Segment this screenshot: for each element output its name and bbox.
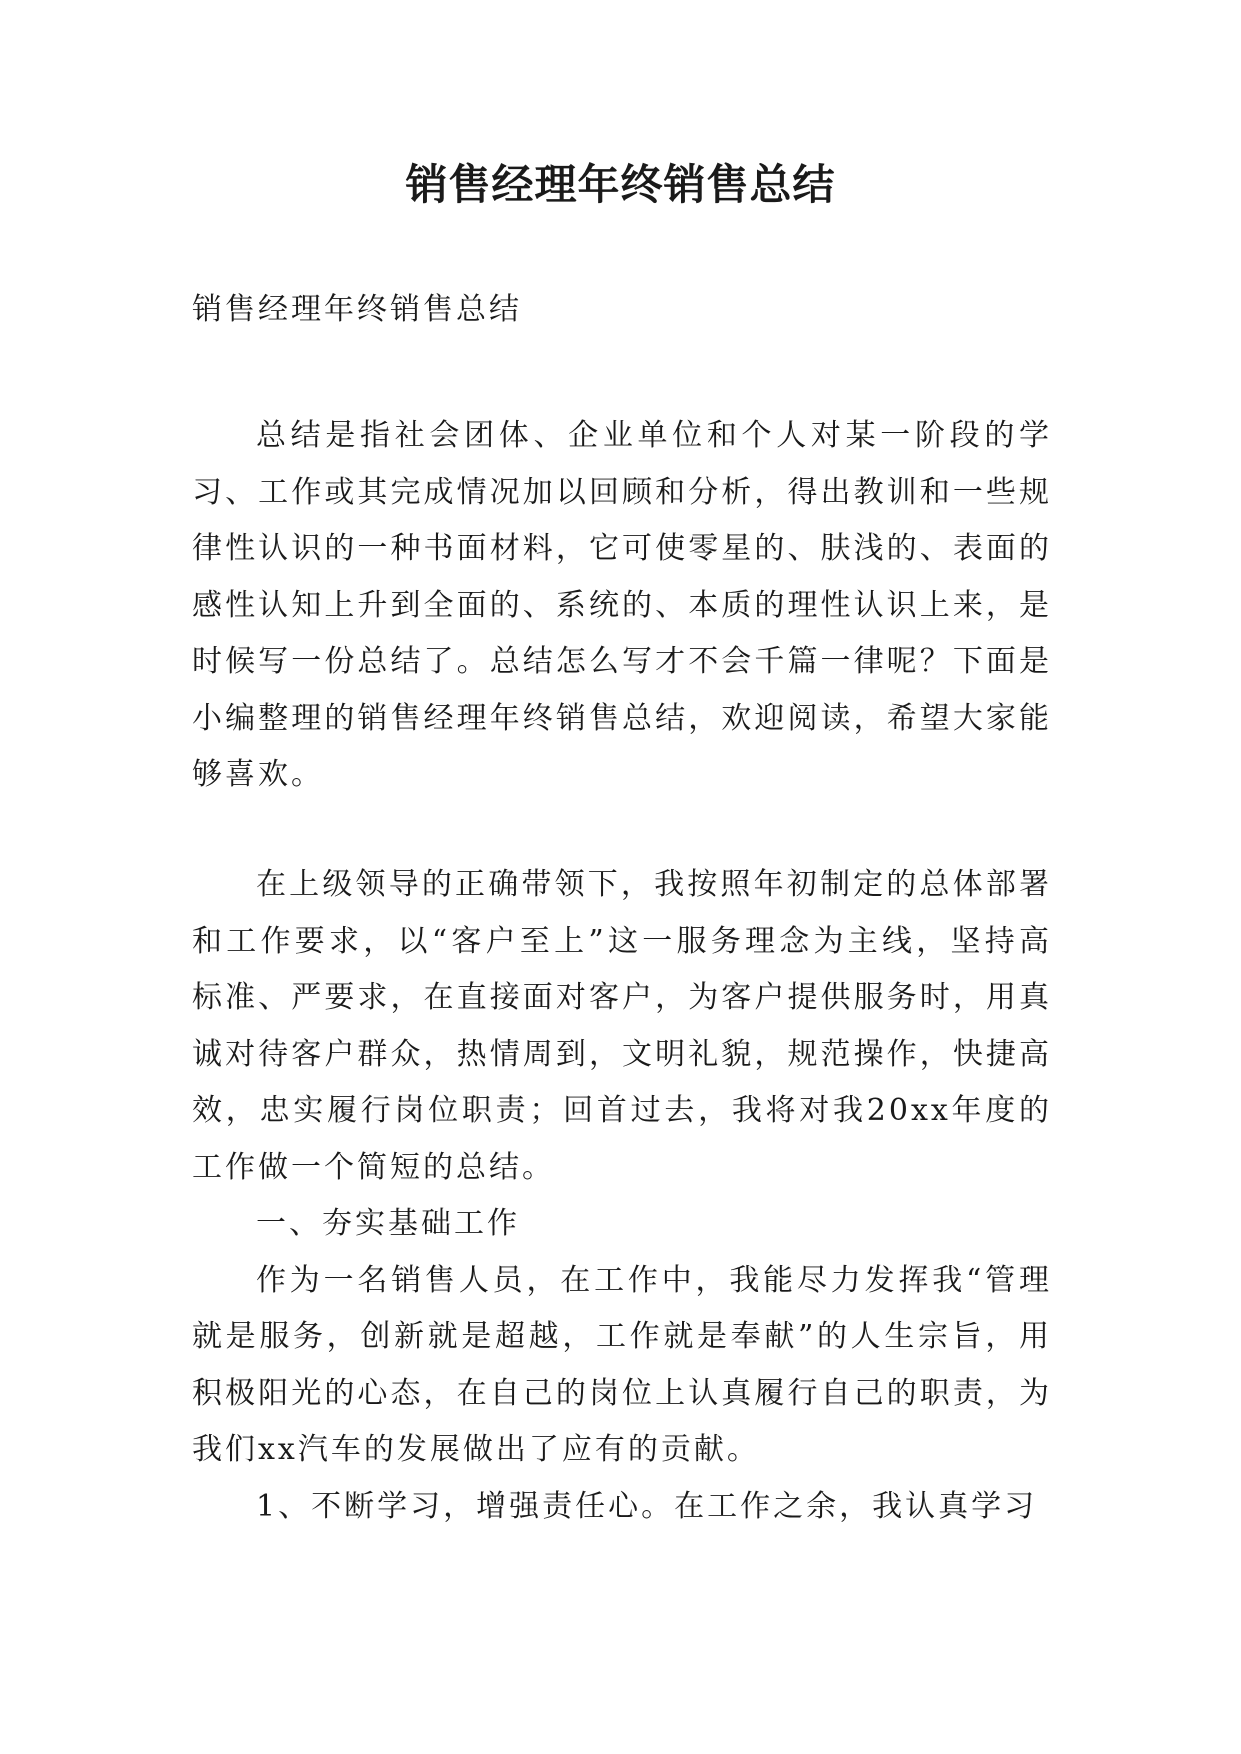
document-subtitle: 销售经理年终销售总结 <box>192 292 522 327</box>
paragraph-sales-role: 作为一名销售人员，在工作中，我能尽力发挥我“管理就是服务，创新就是超越，工作就是奉献”的人生宗旨，用积极阳光的心态，在自己的岗位上认真履行自己的职责，为我们xx汽车的发展做出了应有的贡献。 <box>192 1262 1052 1467</box>
body-section <box>192 857 1052 1535</box>
document-title: 销售经理年终销售总结 <box>405 160 836 209</box>
intro-paragraph: 总结是指社会团体、企业单位和个人对某一阶段的学习、工作或其完成情况加以回顾和分析，得出教训和一些规律性认识的一种书面材料，它可使零星的、肤浅的、表面的感性认知上升到全面的、系统的、本质的理性认识上来，是时候写一份总结了。总结怎么写才不会千篇一律呢？下面是小编整理的销售经理年终销售总结，欢迎阅读，希望大家能够喜欢。 <box>192 418 1052 792</box>
intro-section <box>192 408 1052 804</box>
paragraph-item-1: 1、不断学习，增强责任心。在工作之余，我认真学习 <box>256 1488 1038 1524</box>
paragraph-work-summary: 在上级领导的正确带领下，我按照年初制定的总体部署和工作要求，以“客户至上”这一服务理念为主线，坚持高标准、严要求，在直接面对客户，为客户提供服务时，用真诚对待客户群众，热情周到，文明礼貌，规范操作，快捷高效，忠实履行岗位职责；回首过去，我将对我20xx年度的工作做一个简短的总结。 <box>192 867 1052 1185</box>
section-heading-1: 一、夯实基础工作 <box>256 1206 520 1241</box>
